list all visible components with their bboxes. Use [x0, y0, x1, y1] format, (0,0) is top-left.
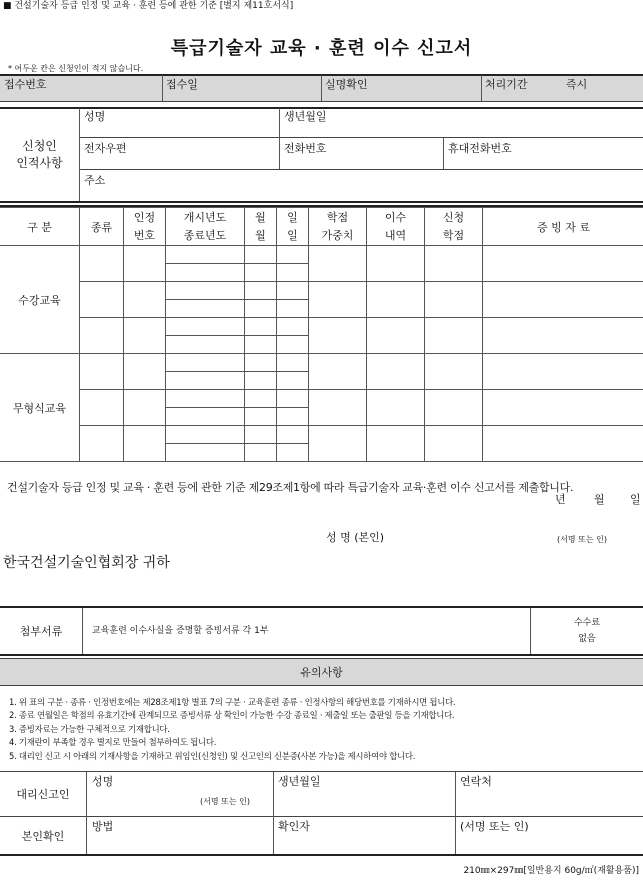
cell-evidence[interactable]: [483, 318, 643, 354]
cell-cert[interactable]: [124, 246, 166, 282]
identity-method-field[interactable]: 방법: [92, 820, 114, 833]
cell-end-month[interactable]: [245, 300, 277, 318]
cell-end-month[interactable]: [245, 336, 277, 354]
cell-evidence[interactable]: [483, 390, 643, 426]
fee-box: [531, 608, 643, 654]
cell-evidence[interactable]: [483, 354, 643, 390]
cell-end-day[interactable]: [277, 336, 309, 354]
cell-end-year[interactable]: [166, 372, 245, 390]
cell-start-year[interactable]: [166, 354, 245, 372]
cell-end-day[interactable]: [277, 300, 309, 318]
cell-cert[interactable]: [124, 426, 166, 462]
applicant-name-field[interactable]: 성명: [84, 110, 106, 123]
applicant-email-field[interactable]: 전자우편: [84, 142, 127, 155]
header-day: 일 일: [277, 208, 309, 246]
cell-type[interactable]: [80, 390, 124, 426]
applicant-label-line-2: 인적사항: [16, 155, 63, 170]
applicant-mobile-field[interactable]: 휴대전화번호: [448, 142, 512, 155]
cell-start-day[interactable]: [277, 318, 309, 336]
cell-evidence[interactable]: [483, 282, 643, 318]
form-label: ■ 건설기술자 등급 인정 및 교육 · 훈련 등에 관한 기준 [별지 제11호서식]: [3, 1, 294, 11]
cell-evidence[interactable]: [483, 246, 643, 282]
cell-start-month[interactable]: [245, 354, 277, 372]
cell-start-year[interactable]: [166, 318, 245, 336]
note-item-1: 1. 위 표의 구분 · 종류 · 인정번호에는 제28조제1항 별표 7의 구분 · 교육훈련 종류 · 인정사항의 해당번호를 기재하시면 됩니다.: [9, 697, 456, 707]
header-completion: 이수 내역: [367, 208, 425, 246]
cell-type[interactable]: [80, 282, 124, 318]
cell-end-month[interactable]: [245, 264, 277, 282]
cell-start-day[interactable]: [277, 354, 309, 372]
header-type: 종류: [80, 208, 124, 246]
processing-period-label: 처리기간: [485, 78, 528, 91]
cell-cert[interactable]: [124, 354, 166, 390]
cell-start-month[interactable]: [245, 246, 277, 264]
cell-start-day[interactable]: [277, 246, 309, 264]
cell-end-day[interactable]: [277, 408, 309, 426]
cell-cert[interactable]: [124, 390, 166, 426]
cell-credit-weight[interactable]: [309, 318, 367, 354]
applicant-birth-field[interactable]: 생년월일: [284, 110, 327, 123]
cell-completion[interactable]: [367, 282, 425, 318]
addressee: 한국건설기술인협회장 귀하: [3, 555, 170, 571]
cell-start-month[interactable]: [245, 426, 277, 444]
applicant-label-line-1: 신청인: [22, 138, 57, 153]
note-item-4: 4. 기재란이 부족할 경우 별지로 만들어 첨부하여도 됩니다.: [9, 737, 217, 748]
cell-end-day[interactable]: [277, 372, 309, 390]
agent-name-field[interactable]: 성명: [92, 775, 114, 788]
cell-applied-credit[interactable]: [425, 426, 483, 462]
cell-applied-credit[interactable]: [425, 354, 483, 390]
courses-table: [0, 207, 643, 462]
table-row: [0, 354, 643, 372]
cell-start-year[interactable]: [166, 282, 245, 300]
header-cert-number: 인정 번호: [124, 208, 166, 246]
cell-end-year[interactable]: [166, 408, 245, 426]
cell-type[interactable]: [80, 426, 124, 462]
group-lecture-education: 수강교육: [0, 246, 80, 354]
cell-end-year[interactable]: [166, 336, 245, 354]
cell-completion[interactable]: [367, 318, 425, 354]
cell-end-month[interactable]: [245, 444, 277, 462]
cell-end-year[interactable]: [166, 264, 245, 282]
cell-start-day[interactable]: [277, 426, 309, 444]
signer-label: 성 명 (본인): [326, 531, 385, 544]
table-row: [0, 426, 643, 444]
identity-verifier-field[interactable]: 확인자: [278, 820, 310, 833]
cell-completion[interactable]: [367, 426, 425, 462]
cell-end-month[interactable]: [245, 372, 277, 390]
agent-label: 대리신고인: [16, 788, 70, 801]
date-month-label: 월: [594, 493, 605, 506]
note-item-2: 2. 종료 연월일은 학점의 유효기간에 관계되므로 증빙서류 상 확인이 가능한 수강 종료일 · 제출일 또는 출판일 등을 기재합니다.: [9, 710, 455, 721]
cell-completion[interactable]: [367, 354, 425, 390]
cell-start-month[interactable]: [245, 318, 277, 336]
name-check-label: 실명확인: [325, 78, 368, 91]
cell-end-day[interactable]: [277, 264, 309, 282]
group-informal-education: 무형식교육: [0, 354, 80, 462]
identity-label: 본인확인: [21, 829, 65, 843]
table-row: [0, 282, 643, 300]
table-row: [0, 318, 643, 336]
applicant-section-label: [0, 108, 79, 201]
fee-label: 수수료: [573, 617, 601, 628]
cell-end-day[interactable]: [277, 444, 309, 462]
date-year-label: 년: [555, 493, 566, 506]
cell-credit-weight[interactable]: [309, 246, 367, 282]
attachments-label: 첨부서류: [19, 625, 63, 638]
cell-credit-weight[interactable]: [309, 426, 367, 462]
cell-type[interactable]: [80, 246, 124, 282]
cell-evidence[interactable]: [483, 426, 643, 462]
page-title: 특급기술자 교육 · 훈련 이수 신고서: [170, 38, 473, 59]
cell-type[interactable]: [80, 318, 124, 354]
cell-applied-credit[interactable]: [425, 318, 483, 354]
cell-end-month[interactable]: [245, 408, 277, 426]
cell-start-year[interactable]: [166, 390, 245, 408]
header-years: 개시년도 종료년도: [166, 208, 245, 246]
applicant-address-field[interactable]: 주소: [84, 174, 106, 187]
cell-end-year[interactable]: [166, 444, 245, 462]
header-evidence: 증 빙 자 료: [483, 208, 643, 246]
agent-signature-field[interactable]: (서명 또는 인): [200, 797, 250, 806]
identity-signature-field[interactable]: (서명 또는 인): [460, 820, 529, 833]
title-area: [0, 0, 643, 59]
table-row: [0, 390, 643, 408]
cell-cert[interactable]: [124, 282, 166, 318]
attachments-content: 교육훈련 이수사실을 증명할 증빙서류 각 1부: [92, 626, 269, 636]
notes-list: [9, 696, 455, 763]
cell-applied-credit[interactable]: [425, 246, 483, 282]
fee-value: 없음: [578, 634, 596, 644]
header-credit-weight: 학점 가중치: [309, 208, 367, 246]
shading-note: * 어두운 칸은 신청인이 적지 않습니다.: [8, 64, 144, 73]
signature-field[interactable]: (서명 또는 인): [557, 535, 607, 544]
receipt-date-label: 접수일: [166, 78, 198, 91]
applicant-phone-field[interactable]: 전화번호: [284, 142, 327, 155]
cell-completion[interactable]: [367, 246, 425, 282]
agent-contact-field[interactable]: 연락처: [460, 775, 492, 788]
cell-start-year[interactable]: [166, 246, 245, 264]
cell-credit-weight[interactable]: [309, 390, 367, 426]
notes-heading: 유의사항: [300, 666, 343, 679]
paper-spec: 210㎜×297㎜[일반용지 60g/㎡(재활용품)]: [463, 866, 639, 876]
cell-completion[interactable]: [367, 390, 425, 426]
cell-start-day[interactable]: [277, 390, 309, 408]
declaration-statement: 건설기술자 등급 인정 및 교육 · 훈련 등에 관한 기준 제29조제1항에 따라 특급기술자 교육·훈련 이수 신고서를 제출합니다.: [7, 481, 574, 494]
header-month: 월 월: [245, 208, 277, 246]
receipt-number-label: 접수번호: [4, 78, 47, 91]
cell-cert[interactable]: [124, 318, 166, 354]
cell-start-month[interactable]: [245, 282, 277, 300]
cell-start-year[interactable]: [166, 426, 245, 444]
header-category: 구 분: [0, 208, 80, 246]
cell-start-month[interactable]: [245, 390, 277, 408]
cell-applied-credit[interactable]: [425, 390, 483, 426]
header-applied-credit: 신청 학점: [425, 208, 483, 246]
agent-birth-field[interactable]: 생년월일: [278, 775, 321, 788]
cell-applied-credit[interactable]: [425, 282, 483, 318]
cell-credit-weight[interactable]: [309, 282, 367, 318]
date-day-label: 일: [630, 493, 641, 506]
courses-header-row: [0, 208, 643, 246]
note-item-5: 5. 대리인 신고 시 아래의 기재사항을 기재하고 위임인(신청인) 및 신고인의 신분증(사본 가능)을 제시하여야 합니다.: [9, 750, 416, 761]
cell-type[interactable]: [80, 354, 124, 390]
cell-start-day[interactable]: [277, 282, 309, 300]
table-row: [0, 246, 643, 264]
cell-credit-weight[interactable]: [309, 354, 367, 390]
processing-period-value: 즉시: [566, 78, 588, 91]
cell-end-year[interactable]: [166, 300, 245, 318]
note-item-3: 3. 증빙자료는 가능한 구체적으로 기재합니다.: [9, 723, 170, 734]
